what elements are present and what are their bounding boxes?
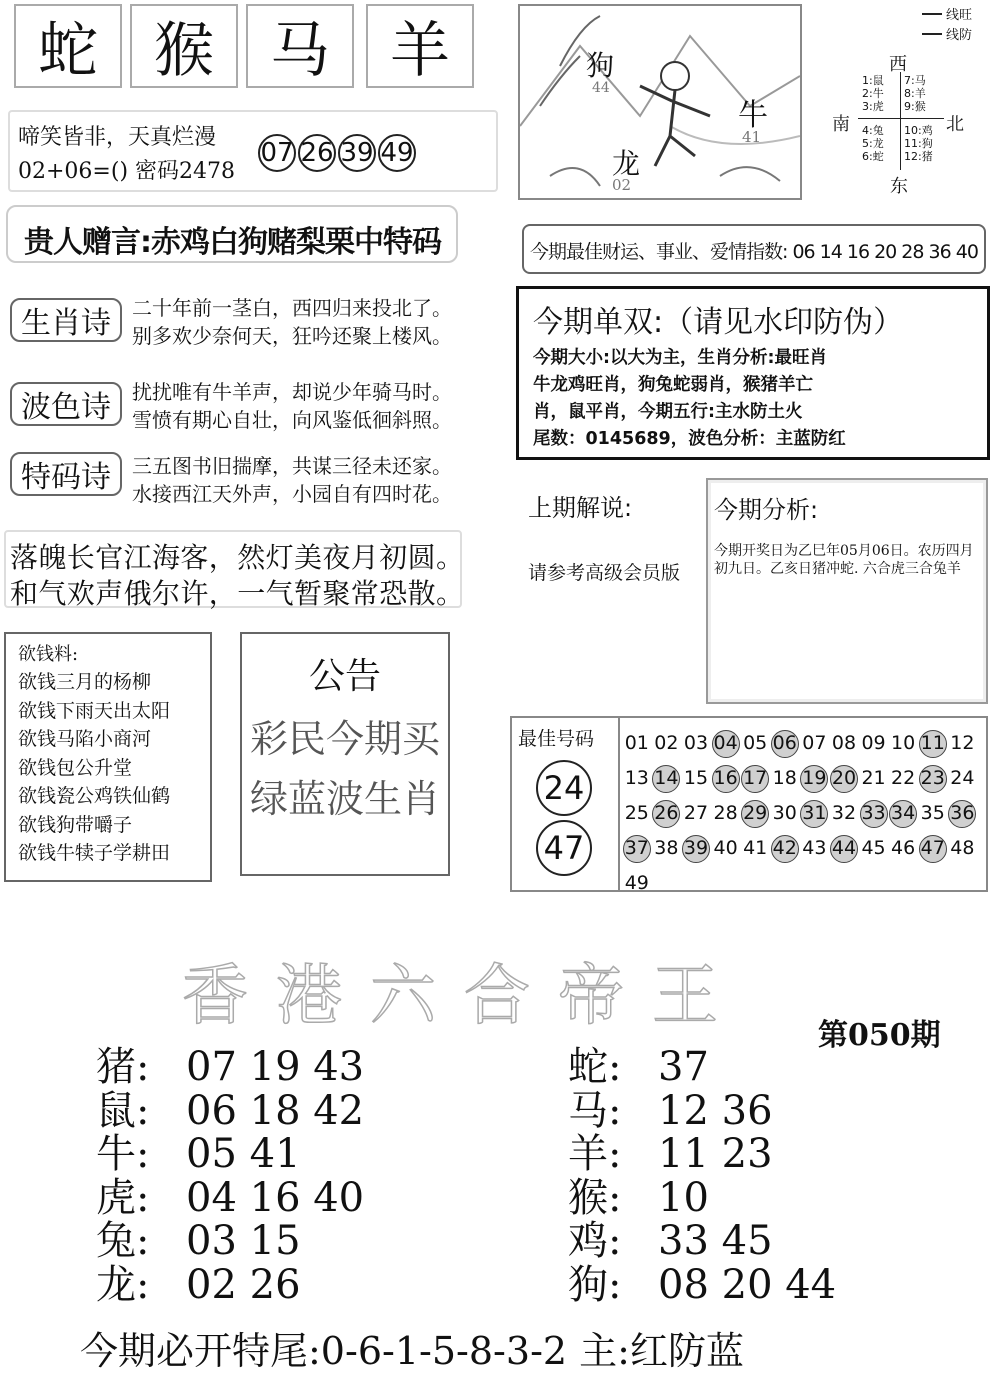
compass-right-top xyxy=(904,74,926,113)
grid-number: 41 xyxy=(743,837,768,859)
grid-number: 09 xyxy=(861,732,886,754)
analysis-title: 今期分析: xyxy=(714,496,819,524)
zodiac-name: 牛: xyxy=(96,1131,150,1177)
number-grid xyxy=(622,726,982,901)
compass-entry: 9:猴 xyxy=(904,100,926,113)
zodiac-values: 02 26 xyxy=(186,1261,301,1308)
zodiac-row xyxy=(96,1261,364,1308)
zodiac-values: 37 xyxy=(658,1044,709,1090)
poem-line: 雪愤有期心自壮，向风鉴低徊斜照。 xyxy=(132,408,452,432)
legend-line-icon xyxy=(922,13,942,15)
zodiac-row xyxy=(96,1174,365,1221)
compass-entry: 4:兔 xyxy=(862,124,884,137)
compass-entry: 7:马 xyxy=(904,74,926,87)
compass-vline xyxy=(900,72,901,170)
odd-even-line: 今期大小:以大为主，生肖分析:最旺肖 xyxy=(533,348,827,368)
compass-entry: 11:狗 xyxy=(904,137,933,150)
compass-left-bottom xyxy=(862,124,884,163)
grid-number-highlighted: 14 xyxy=(652,765,680,793)
illus-dragon-number: 02 xyxy=(612,176,632,194)
top-zodiac-1: 蛇 xyxy=(14,4,122,88)
compass-right-bottom xyxy=(904,124,933,163)
poem-label: 生肖诗 xyxy=(10,298,122,342)
grid-number: 21 xyxy=(861,767,886,789)
grid-number-highlighted: 34 xyxy=(889,800,917,828)
list-item: 欲钱狗带嚼子 xyxy=(18,813,133,836)
zodiac-row xyxy=(96,1220,364,1264)
zodiac-values: 10 xyxy=(658,1174,709,1221)
list-item: 欲钱瓷公鸡铁仙鹤 xyxy=(18,785,171,807)
grid-number: 15 xyxy=(683,767,709,789)
money-list-items xyxy=(18,668,170,868)
illus-ox-label: 牛 xyxy=(738,98,768,133)
legend-fang: 线防 xyxy=(946,28,973,43)
grid-number: 48 xyxy=(950,837,975,859)
illus-dragon-label: 龙 xyxy=(612,147,641,180)
grid-number-highlighted: 33 xyxy=(860,800,888,828)
zodiac-row xyxy=(568,1046,836,1090)
illus-dog-label: 狗 xyxy=(586,49,615,82)
grid-number: 03 xyxy=(683,732,709,754)
legend-line-icon xyxy=(922,33,942,35)
zodiac-values: 08 20 44 xyxy=(658,1261,837,1308)
grid-number: 32 xyxy=(831,802,857,824)
best-pick: 47 xyxy=(536,820,592,876)
illus-dog-number: 44 xyxy=(592,80,610,96)
odd-even-line: 尾数：0145689，波色分析：主蓝防红 xyxy=(533,429,846,449)
zodiac-values: 06 18 42 xyxy=(186,1087,365,1134)
zodiac-name: 猪: xyxy=(96,1044,150,1090)
zodiac-numbers-left xyxy=(96,1046,364,1307)
grid-number-highlighted: 44 xyxy=(830,835,858,863)
grid-number: 30 xyxy=(772,802,797,824)
legend-wang: 线旺 xyxy=(946,8,973,23)
grid-number: 45 xyxy=(861,837,886,859)
poem-label: 波色诗 xyxy=(10,382,122,426)
zodiac-values: 05 41 xyxy=(186,1131,301,1177)
poem-label: 特码诗 xyxy=(10,452,122,496)
grid-number-highlighted: 19 xyxy=(800,765,828,793)
best-numbers-title: 最佳号码 xyxy=(518,728,595,750)
compass-hline xyxy=(858,118,944,119)
last-period-text: 请参考高级会员版 xyxy=(528,562,681,584)
compass-south: 南 xyxy=(832,114,850,135)
top-zodiac-3: 马 xyxy=(246,4,354,88)
top-zodiac-2: 猴 xyxy=(130,4,238,88)
compass-east: 东 xyxy=(890,176,908,197)
poem-line: 二十年前一茎白，西四归来投北了。 xyxy=(132,296,452,320)
grid-number-highlighted: 29 xyxy=(741,800,769,828)
brand-title: 香港六合帝王 xyxy=(182,957,746,1034)
zodiac-values: 12 36 xyxy=(658,1087,773,1134)
grid-number-highlighted: 23 xyxy=(919,765,947,793)
grid-number: 40 xyxy=(713,837,738,859)
zodiac-row xyxy=(96,1046,364,1090)
compass-entry: 10:鸡 xyxy=(904,124,933,137)
period-number: 第050期 xyxy=(818,1018,941,1053)
footer-special-tail: 今期必开特尾:0-6-1-5-8-3-2 主:红防蓝 xyxy=(80,1329,744,1373)
list-item: 欲钱马陷小商河 xyxy=(18,728,152,750)
riddle-number: 49 xyxy=(378,134,416,172)
riddle-number: 26 xyxy=(298,134,336,172)
grid-number: 24 xyxy=(950,767,975,789)
notice-title: 公告 xyxy=(308,656,381,697)
grid-number: 43 xyxy=(802,837,827,859)
zodiac-row xyxy=(568,1220,836,1264)
grid-number: 02 xyxy=(654,732,679,754)
grid-number: 28 xyxy=(713,802,738,824)
list-item: 欲钱包公升堂 xyxy=(18,756,133,779)
notice-line-1: 彩民今期买 xyxy=(249,717,440,761)
riddle-line-2: 02+06=() 密码2478 xyxy=(18,159,236,184)
compass-entry: 3:虎 xyxy=(862,100,884,113)
fortune-index-box xyxy=(522,224,986,274)
grid-number-highlighted: 20 xyxy=(830,765,858,793)
grid-number-highlighted: 31 xyxy=(800,800,828,828)
grid-number: 46 xyxy=(891,837,916,859)
compass-entry: 2:牛 xyxy=(862,87,884,100)
zodiac-name: 羊: xyxy=(568,1131,622,1177)
best-numbers-divider xyxy=(618,718,620,890)
zodiac-name: 蛇: xyxy=(568,1044,622,1090)
odd-even-line: 肖，鼠平肖，今期五行:主水防土火 xyxy=(533,402,803,422)
riddle-number: 07 xyxy=(258,134,296,172)
compass-entry: 8:羊 xyxy=(904,87,926,100)
zodiac-name: 鼠: xyxy=(96,1087,150,1134)
zodiac-numbers-right xyxy=(568,1046,836,1307)
compass-entry: 12:猪 xyxy=(904,150,933,163)
list-item: 欲钱下雨天出太阳 xyxy=(18,699,171,722)
zodiac-row xyxy=(568,1261,837,1308)
zodiac-name: 鸡: xyxy=(568,1218,622,1264)
zodiac-values: 03 15 xyxy=(186,1218,301,1264)
odd-even-line: 牛龙鸡旺肖，狗兔蛇弱肖，猴猪羊亡 xyxy=(533,375,813,395)
grid-number-highlighted: 26 xyxy=(652,800,680,828)
riddle-line-1: 啼笑皆非，天真烂漫 xyxy=(18,125,217,150)
grid-number-highlighted: 39 xyxy=(682,835,710,863)
compass-entry: 6:蛇 xyxy=(862,150,884,163)
grid-number-highlighted: 11 xyxy=(919,730,947,758)
grid-number: 07 xyxy=(802,732,827,754)
riddle-numbers xyxy=(258,134,418,172)
list-item: 欲钱三月的杨柳 xyxy=(18,671,152,693)
riddle-number: 39 xyxy=(338,134,376,172)
gift-words-box xyxy=(6,205,458,263)
grid-number-highlighted: 37 xyxy=(623,835,651,863)
money-list-box xyxy=(4,632,212,882)
grid-number: 10 xyxy=(891,732,916,754)
big-poem-line-2: 和气欢声俄尔许，一气暂聚常恐散。 xyxy=(10,577,465,610)
zodiac-name: 兔: xyxy=(96,1218,150,1264)
poem-line: 扰扰唯有牛羊声，却说少年骑马时。 xyxy=(132,380,452,404)
riddle-box xyxy=(8,110,498,192)
compass-north: 北 xyxy=(946,114,964,135)
poem-line: 三五图书旧揣摩，共谋三径未还家。 xyxy=(132,454,452,478)
illus-ox-number: 41 xyxy=(742,128,762,146)
zodiac-row xyxy=(568,1087,836,1134)
grid-number: 13 xyxy=(624,767,649,789)
big-poem-line-1: 落魄长官江海客，然灯美夜月初圆。 xyxy=(10,541,465,574)
zodiac-name: 马: xyxy=(568,1087,622,1134)
compass-entry: 1:鼠 xyxy=(862,74,884,87)
zodiac-values: 04 16 40 xyxy=(186,1174,365,1221)
grid-number: 22 xyxy=(891,767,916,789)
zodiac-row xyxy=(568,1174,836,1221)
grid-number: 27 xyxy=(683,802,709,824)
notice-box xyxy=(240,632,450,876)
zodiac-values: 11 23 xyxy=(658,1131,773,1177)
grid-number: 35 xyxy=(920,802,945,824)
odd-even-box xyxy=(516,286,990,460)
big-poem-box xyxy=(4,530,465,610)
poem-line: 别多欢少奈何天，狂吟还聚上楼风。 xyxy=(132,324,452,348)
grid-number: 01 xyxy=(624,732,649,754)
best-pick: 24 xyxy=(536,760,592,816)
grid-number: 12 xyxy=(950,732,975,754)
zodiac-name: 狗: xyxy=(568,1261,622,1308)
compass-entry: 5:龙 xyxy=(862,137,884,150)
poem-line: 水接西江天外声，小园自有四时花。 xyxy=(132,482,452,506)
grid-number-highlighted: 47 xyxy=(919,835,947,863)
grid-number-highlighted: 04 xyxy=(712,730,740,758)
odd-even-body xyxy=(533,345,846,453)
top-zodiac-4: 羊 xyxy=(366,4,474,88)
zodiac-name: 猴: xyxy=(568,1174,622,1221)
zodiac-row xyxy=(96,1087,365,1134)
zodiac-row xyxy=(568,1133,836,1177)
fortune-index: 今期最佳财运、事业、爱情指数: 06 14 16 20 28 36 40 xyxy=(530,241,978,263)
compass-left-top xyxy=(862,74,884,113)
analysis-box xyxy=(706,478,988,704)
grid-number: 38 xyxy=(654,837,679,859)
grid-number-highlighted: 16 xyxy=(712,765,740,793)
notice-line-2: 绿蓝波生肖 xyxy=(249,777,440,821)
grid-number: 25 xyxy=(624,802,649,824)
money-list-title: 欲钱料: xyxy=(18,644,79,665)
odd-even-title: 今期单双:（请见水印防伪） xyxy=(533,305,904,340)
zodiac-row xyxy=(96,1133,364,1177)
grid-number: 08 xyxy=(831,732,857,754)
list-item: 欲钱牛犊子学耕田 xyxy=(18,842,171,864)
compass-west: 西 xyxy=(889,54,907,75)
grid-number-highlighted: 42 xyxy=(771,835,799,863)
grid-number: 05 xyxy=(743,732,768,754)
grid-number-highlighted: 06 xyxy=(771,730,799,758)
grid-number-highlighted: 36 xyxy=(948,800,976,828)
zodiac-values: 33 45 xyxy=(658,1218,773,1264)
grid-number: 49 xyxy=(624,872,649,894)
zodiac-values: 07 19 43 xyxy=(186,1044,365,1090)
zodiac-name: 龙: xyxy=(96,1261,150,1308)
grid-number: 18 xyxy=(772,767,797,789)
zodiac-illustration xyxy=(518,4,802,200)
analysis-text: 今期开奖日为乙巳年05月06日。农历四月初九日。乙亥日猪冲蛇. 六合虎三合兔羊 xyxy=(714,543,974,577)
grid-number-highlighted: 17 xyxy=(741,765,769,793)
gift-words: 贵人赠言:赤鸡白狗赌梨栗中特码 xyxy=(24,225,441,260)
zodiac-name: 虎: xyxy=(96,1174,150,1221)
last-period-title: 上期解说: xyxy=(528,494,633,522)
